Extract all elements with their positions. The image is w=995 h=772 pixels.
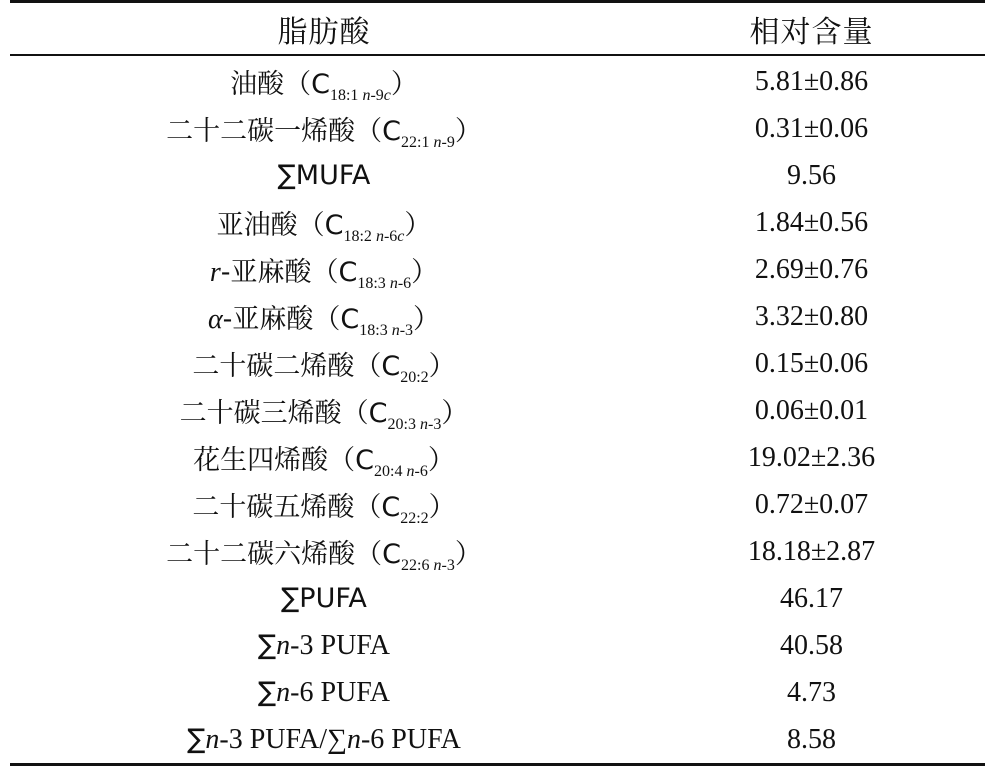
- relative-content-value: 19.02±2.36: [747, 441, 876, 473]
- name-suffix: ）: [411, 257, 439, 288]
- relative-content-value: 0.15±0.06: [754, 347, 869, 379]
- relative-content-value: 0.31±0.06: [754, 112, 869, 144]
- carbon-subscript: [388, 416, 442, 433]
- carbon-subscript: [401, 557, 455, 574]
- name-main: 二十碳三烯酸（C: [179, 398, 388, 429]
- subscript-position: -3: [441, 557, 455, 574]
- table-row: [10, 481, 985, 528]
- subscript-cis: c: [397, 228, 405, 245]
- fatty-acid-name: [10, 438, 638, 480]
- table-header-rule: [10, 54, 985, 56]
- table-row: [10, 622, 985, 669]
- subscript-chain: 18:1: [329, 87, 363, 104]
- relative-content-value: 2.69±0.76: [754, 253, 869, 285]
- fatty-acid-name: [10, 630, 638, 662]
- name-suffix: ）: [454, 539, 482, 570]
- subscript-position: -6: [383, 228, 398, 245]
- fatty-acid-name: [10, 677, 638, 709]
- table-row: [10, 199, 985, 246]
- subscript-chain: 22:6: [401, 557, 434, 574]
- name-main: -亚麻酸（C: [220, 257, 358, 288]
- subscript-n: n: [406, 463, 415, 480]
- carbon-subscript: [400, 510, 428, 527]
- subscript-n: n: [391, 322, 400, 339]
- name-prefix: r: [209, 257, 221, 288]
- subscript-chain: 18:3: [359, 322, 392, 339]
- subscript-chain: 18:3: [357, 275, 390, 292]
- subscript-chain: 22:1: [401, 134, 434, 151]
- name-tail-n-b: n: [346, 723, 361, 755]
- relative-content-value: 0.06±0.01: [754, 394, 869, 426]
- subscript-n: n: [419, 416, 428, 433]
- name-main: 二十碳五烯酸（C: [192, 492, 401, 523]
- fatty-acid-name: [10, 297, 638, 339]
- header-fatty-acid: 脂肪酸: [277, 15, 371, 50]
- relative-content-value: 46.17: [780, 582, 843, 614]
- subscript-position: -6: [414, 463, 428, 480]
- name-main: ∑MUFA: [277, 159, 371, 191]
- name-tail-n: n: [276, 629, 291, 661]
- relative-content-value: 3.32±0.80: [754, 300, 869, 332]
- subscript-chain: 20:2: [400, 369, 429, 386]
- subscript-position: -3: [399, 322, 414, 339]
- fatty-acid-name: [10, 250, 638, 292]
- name-main: ∑: [187, 723, 206, 755]
- table-row: [10, 152, 985, 199]
- subscript-n: n: [433, 134, 442, 151]
- subscript-chain: 22:2: [400, 510, 429, 527]
- subscript-n: n: [389, 275, 398, 292]
- subscript-n: n: [433, 557, 442, 574]
- relative-content-value: 4.73: [787, 676, 836, 708]
- name-tail: -6 PUFA: [290, 676, 391, 708]
- name-tail-b: -6 PUFA: [360, 723, 461, 755]
- carbon-subscript: [374, 463, 428, 480]
- relative-content-value: 0.72±0.07: [754, 488, 869, 520]
- table-row: [10, 105, 985, 152]
- table-row: [10, 716, 985, 763]
- table-body: [10, 58, 985, 763]
- fatty-acid-name: [10, 344, 638, 386]
- relative-content-value: 40.58: [780, 629, 843, 661]
- name-suffix: ）: [427, 445, 455, 476]
- table-row: [10, 246, 985, 293]
- name-prefix: α: [207, 304, 223, 335]
- fatty-acid-name: [10, 485, 638, 527]
- subscript-position: -9: [370, 87, 384, 104]
- carbon-subscript: [400, 369, 428, 386]
- name-suffix: ）: [404, 210, 432, 241]
- table-row: [10, 340, 985, 387]
- name-main: 二十二碳六烯酸（C: [166, 539, 402, 570]
- table-row: [10, 575, 985, 622]
- header-relative-content: 相对含量: [749, 15, 874, 50]
- name-main: 油酸（C: [230, 69, 330, 100]
- name-tail: -3 PUFA: [290, 629, 391, 661]
- name-suffix: ）: [413, 304, 441, 335]
- name-tail-n: n: [205, 723, 220, 755]
- table-row: [10, 293, 985, 340]
- fatty-acid-name: [10, 724, 638, 756]
- name-main: 花生四烯酸（C: [193, 445, 375, 476]
- name-suffix: ）: [428, 492, 456, 523]
- fatty-acid-name: [10, 532, 638, 574]
- subscript-cis: c: [383, 87, 391, 104]
- name-main: 二十碳二烯酸（C: [192, 351, 401, 382]
- relative-content-value: 5.81±0.86: [754, 65, 869, 97]
- table-row: [10, 387, 985, 434]
- subscript-position: -6: [397, 275, 412, 292]
- carbon-subscript: [359, 322, 413, 339]
- name-suffix: ）: [441, 398, 469, 429]
- subscript-chain: 20:4: [374, 463, 407, 480]
- name-main: -亚麻酸（C: [222, 304, 360, 335]
- subscript-n: n: [375, 228, 384, 245]
- subscript-chain: 18:2: [343, 228, 376, 245]
- fatty-acid-name: [10, 203, 638, 245]
- name-main: ∑: [257, 676, 277, 708]
- relative-content-value: 18.18±2.87: [747, 535, 876, 567]
- subscript-n: n: [362, 87, 371, 104]
- relative-content-value: 9.56: [787, 159, 836, 191]
- table-header-row: [10, 5, 985, 53]
- subscript-position: -3: [427, 416, 442, 433]
- subscript-position: -9: [441, 134, 455, 151]
- name-main: ∑: [257, 629, 277, 661]
- carbon-subscript: [357, 275, 411, 292]
- relative-content-value: 8.58: [787, 723, 836, 755]
- carbon-subscript: [330, 87, 391, 104]
- subscript-chain: 20:3: [387, 416, 420, 433]
- fatty-acid-name: [10, 583, 638, 615]
- table-row: [10, 528, 985, 575]
- name-main: ∑PUFA: [281, 582, 367, 614]
- table-bottom-rule: [10, 763, 985, 766]
- table-row: [10, 669, 985, 716]
- name-suffix: ）: [428, 351, 456, 382]
- fatty-acid-name: [10, 62, 638, 104]
- name-suffix: ）: [454, 116, 482, 147]
- relative-content-value: 1.84±0.56: [754, 206, 869, 238]
- carbon-subscript: [401, 134, 455, 151]
- table-top-rule: [10, 0, 985, 3]
- name-suffix: ）: [390, 69, 418, 100]
- fatty-acid-name: [10, 109, 638, 151]
- fatty-acid-name: [10, 160, 638, 192]
- table-row: [10, 58, 985, 105]
- fatty-acid-name: [10, 391, 638, 433]
- name-main: 亚油酸（C: [216, 210, 344, 241]
- name-tail: -3 PUFA/∑: [219, 723, 347, 755]
- table-row: [10, 434, 985, 481]
- name-tail-n: n: [276, 676, 291, 708]
- carbon-subscript: [343, 228, 404, 245]
- name-main: 二十二碳一烯酸（C: [166, 116, 402, 147]
